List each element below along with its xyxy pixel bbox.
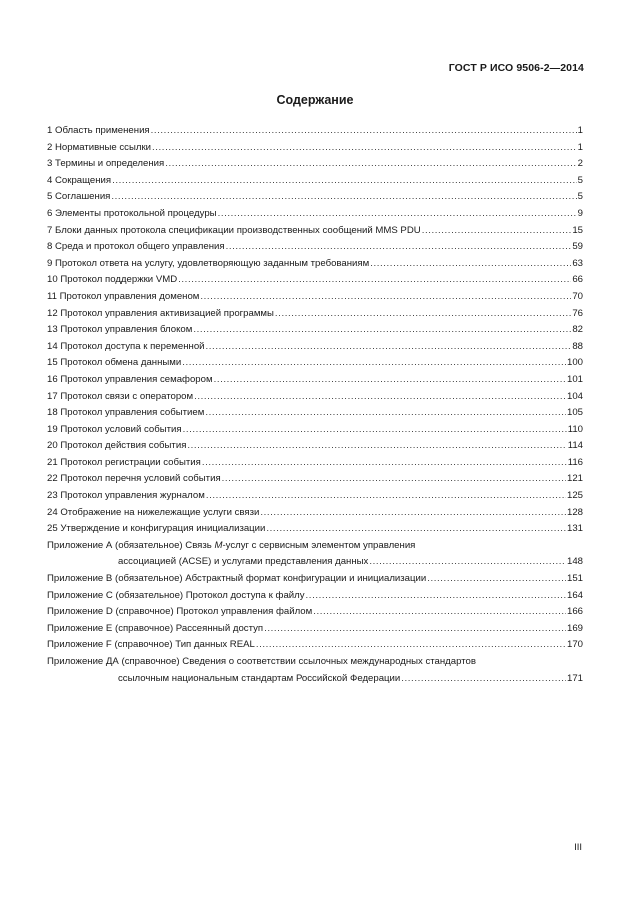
toc-entry-text: 1 Область применения (47, 125, 150, 136)
toc-entry-text: Приложение С (обязательное) Протокол доступа к файлу (47, 589, 305, 601)
toc-entry-text: Приложение F (справочное) Тип данных REAL (47, 639, 255, 651)
page-number: III (574, 842, 582, 853)
toc-entry-text: ассоциацией (ACSE) и услугами представления данных (118, 556, 369, 568)
leader-dots (401, 671, 566, 688)
toc-entry[interactable] (47, 189, 583, 206)
leader-dots (178, 272, 571, 289)
toc-entry-page: 125 (566, 490, 583, 502)
toc-entry-page: 15 (572, 224, 583, 236)
toc-entry-page: 148 (566, 556, 583, 568)
toc-entry[interactable] (47, 372, 583, 389)
toc-entry-annex-a-line1[interactable] (47, 538, 583, 555)
toc-entry[interactable] (47, 422, 583, 439)
toc-entry[interactable] (47, 471, 583, 488)
leader-dots (194, 389, 566, 406)
leader-dots (275, 306, 571, 323)
toc-entry-text: Приложение D (справочное) Протокол управления файлом (47, 606, 313, 618)
toc-entry[interactable] (47, 140, 583, 157)
toc-entry[interactable] (47, 405, 583, 422)
leader-dots (369, 554, 566, 571)
toc-entry[interactable] (47, 604, 583, 621)
toc-entry-text: 20 Протокол действия события (47, 440, 187, 452)
toc-entry-text: 13 Протокол управления блоком (47, 324, 193, 336)
standard-code: ГОСТ Р ИСО 9506-2—2014 (448, 62, 584, 74)
toc-entry-page: 63 (572, 257, 583, 269)
leader-dots (306, 588, 566, 605)
toc-entry-page: 1 (577, 125, 583, 136)
toc-entry[interactable] (47, 173, 583, 190)
toc-entry[interactable] (47, 123, 583, 140)
toc-entry[interactable] (47, 223, 583, 240)
leader-dots (427, 571, 566, 588)
toc-entry-page: 114 (567, 440, 583, 452)
toc-entry-page: 151 (566, 573, 583, 585)
leader-dots (214, 372, 566, 389)
toc-entry[interactable] (47, 621, 583, 638)
leader-dots (205, 405, 566, 422)
toc-entry-text: 24 Отображение на нижележащие услуги связи (47, 506, 260, 518)
toc-entry[interactable] (47, 389, 583, 406)
toc-entry-page: 128 (566, 506, 583, 518)
toc-entry-text: 4 Сокращения (47, 174, 112, 186)
toc-entries (47, 123, 583, 538)
toc-entry[interactable] (47, 438, 583, 455)
toc-entry-text: Приложение ДА (справочное) Сведения о соответствии ссылочных международных стандартов (47, 656, 476, 667)
leader-dots (370, 256, 571, 273)
leader-dots (256, 637, 566, 654)
toc-entry-page: 9 (577, 207, 583, 219)
toc-entry-page: 170 (566, 639, 583, 651)
toc-entry-page: 5 (577, 191, 583, 203)
toc-entry-page: 100 (566, 357, 583, 369)
leader-dots (264, 621, 566, 638)
toc-entry-text: 17 Протокол связи с оператором (47, 390, 194, 402)
toc-entry-text-italic: М (214, 539, 223, 551)
toc-entry-page: 76 (572, 307, 583, 319)
toc-entry-page: 1 (577, 141, 583, 153)
toc-entry[interactable] (47, 289, 583, 306)
toc-entry-page: 2 (577, 158, 583, 170)
toc-entry-page: 88 (572, 340, 583, 352)
toc-entry-text: Приложение А (обязательное) Связь (47, 539, 215, 551)
leader-dots (206, 339, 572, 356)
toc-entry-text: 25 Утверждение и конфигурация инициализации (47, 523, 266, 535)
leader-dots (200, 289, 571, 306)
toc-entry[interactable] (47, 306, 583, 323)
toc-entry[interactable] (47, 455, 583, 472)
leader-dots (266, 521, 566, 538)
toc-entry-text: 10 Протокол поддержки VMD (47, 274, 178, 286)
toc-entry-text: 23 Протокол управления журналом (47, 490, 205, 502)
toc-entry-page: 70 (572, 290, 583, 302)
toc-entry-text: 16 Протокол управления семафором (47, 373, 213, 385)
toc-entry[interactable] (47, 206, 583, 223)
toc-entry-text: 21 Протокол регистрации события (47, 456, 201, 468)
toc-entry[interactable] (47, 521, 583, 538)
toc-entry-annex-a-line2[interactable] (47, 554, 583, 571)
leader-dots (226, 239, 572, 256)
toc-entry-page: 131 (566, 523, 583, 535)
leader-dots (151, 123, 577, 140)
toc-entry-text: 15 Протокол обмена данными (47, 357, 182, 369)
toc-entry-page: 171 (566, 672, 583, 684)
toc-entry-text: 3 Термины и определения (47, 158, 165, 170)
toc-entry-page: 121 (566, 473, 583, 485)
toc-entry-text: 14 Протокол доступа к переменной (47, 340, 205, 352)
leader-dots (218, 206, 577, 223)
toc-entry-text: 6 Элементы протокольной процедуры (47, 207, 217, 219)
toc-entry-page: 82 (572, 324, 583, 336)
toc-entry-page: 169 (566, 622, 583, 634)
toc-entry[interactable] (47, 588, 583, 605)
toc-entry-annex-da-line1[interactable] (47, 654, 583, 671)
toc-entry[interactable] (47, 637, 583, 654)
toc-entry[interactable] (47, 339, 583, 356)
toc-entry-text: 8 Среда и протокол общего управления (47, 241, 225, 253)
toc-entry-page: 164 (566, 589, 583, 601)
toc-entry-text: 12 Протокол управления активизацией программы (47, 307, 274, 319)
toc-entry-annex-da-line2[interactable] (47, 671, 583, 688)
leader-dots (112, 173, 577, 190)
toc-entry-text: -услуг с сервисным элементом управления (222, 539, 416, 551)
toc-entry[interactable] (47, 156, 583, 173)
table-of-contents (47, 123, 583, 687)
toc-annexes (47, 571, 583, 654)
toc-entry-page: 59 (572, 241, 583, 253)
leader-dots (313, 604, 566, 621)
leader-dots (222, 471, 566, 488)
toc-entry-text: 2 Нормативные ссылки (47, 141, 152, 153)
toc-entry[interactable] (47, 571, 583, 588)
leader-dots (152, 140, 577, 157)
leader-dots (187, 438, 566, 455)
toc-entry-page: 166 (566, 606, 583, 618)
toc-entry[interactable] (47, 322, 583, 339)
toc-entry[interactable] (47, 355, 583, 372)
toc-entry-text: ссылочным национальным стандартам Российской Федерации (118, 672, 401, 684)
toc-entry-text: Приложение Е (справочное) Рассеянный доступ (47, 622, 264, 634)
toc-entry[interactable] (47, 256, 583, 273)
toc-entry[interactable] (47, 488, 583, 505)
leader-dots (165, 156, 576, 173)
leader-dots (183, 422, 567, 439)
toc-entry-page: 5 (577, 174, 583, 186)
toc-entry-page: 110 (567, 423, 583, 435)
leader-dots (202, 455, 567, 472)
toc-entry-text: 7 Блоки данных протокола спецификации производственных сообщений MMS PDU (47, 224, 421, 236)
leader-dots (260, 505, 566, 522)
leader-dots (206, 488, 566, 505)
toc-entry[interactable] (47, 272, 583, 289)
leader-dots (182, 355, 566, 372)
leader-dots (422, 223, 572, 240)
toc-entry-page: 66 (572, 274, 583, 286)
leader-dots (193, 322, 571, 339)
toc-entry-text: 19 Протокол условий события (47, 423, 182, 435)
toc-entry[interactable] (47, 505, 583, 522)
toc-entry-text: Приложение В (обязательное) Абстрактный формат конфигурации и инициализации (47, 573, 427, 585)
toc-entry-text: 5 Соглашения (47, 191, 111, 203)
toc-entry-page: 116 (567, 456, 583, 468)
toc-entry-text: 11 Протокол управления доменом (47, 290, 200, 302)
toc-entry-text: 18 Протокол управления событием (47, 407, 205, 419)
toc-entry-page: 105 (566, 407, 583, 419)
toc-entry-text: 9 Протокол ответа на услугу, удовлетворяющую заданным требованиям (47, 257, 370, 269)
toc-entry-page: 101 (566, 373, 583, 385)
toc-entry-page: 104 (566, 390, 583, 402)
leader-dots (111, 189, 576, 206)
toc-title: Содержание (276, 93, 354, 107)
toc-entry[interactable] (47, 239, 583, 256)
toc-entry-text: 22 Протокол перечня условий события (47, 473, 221, 485)
